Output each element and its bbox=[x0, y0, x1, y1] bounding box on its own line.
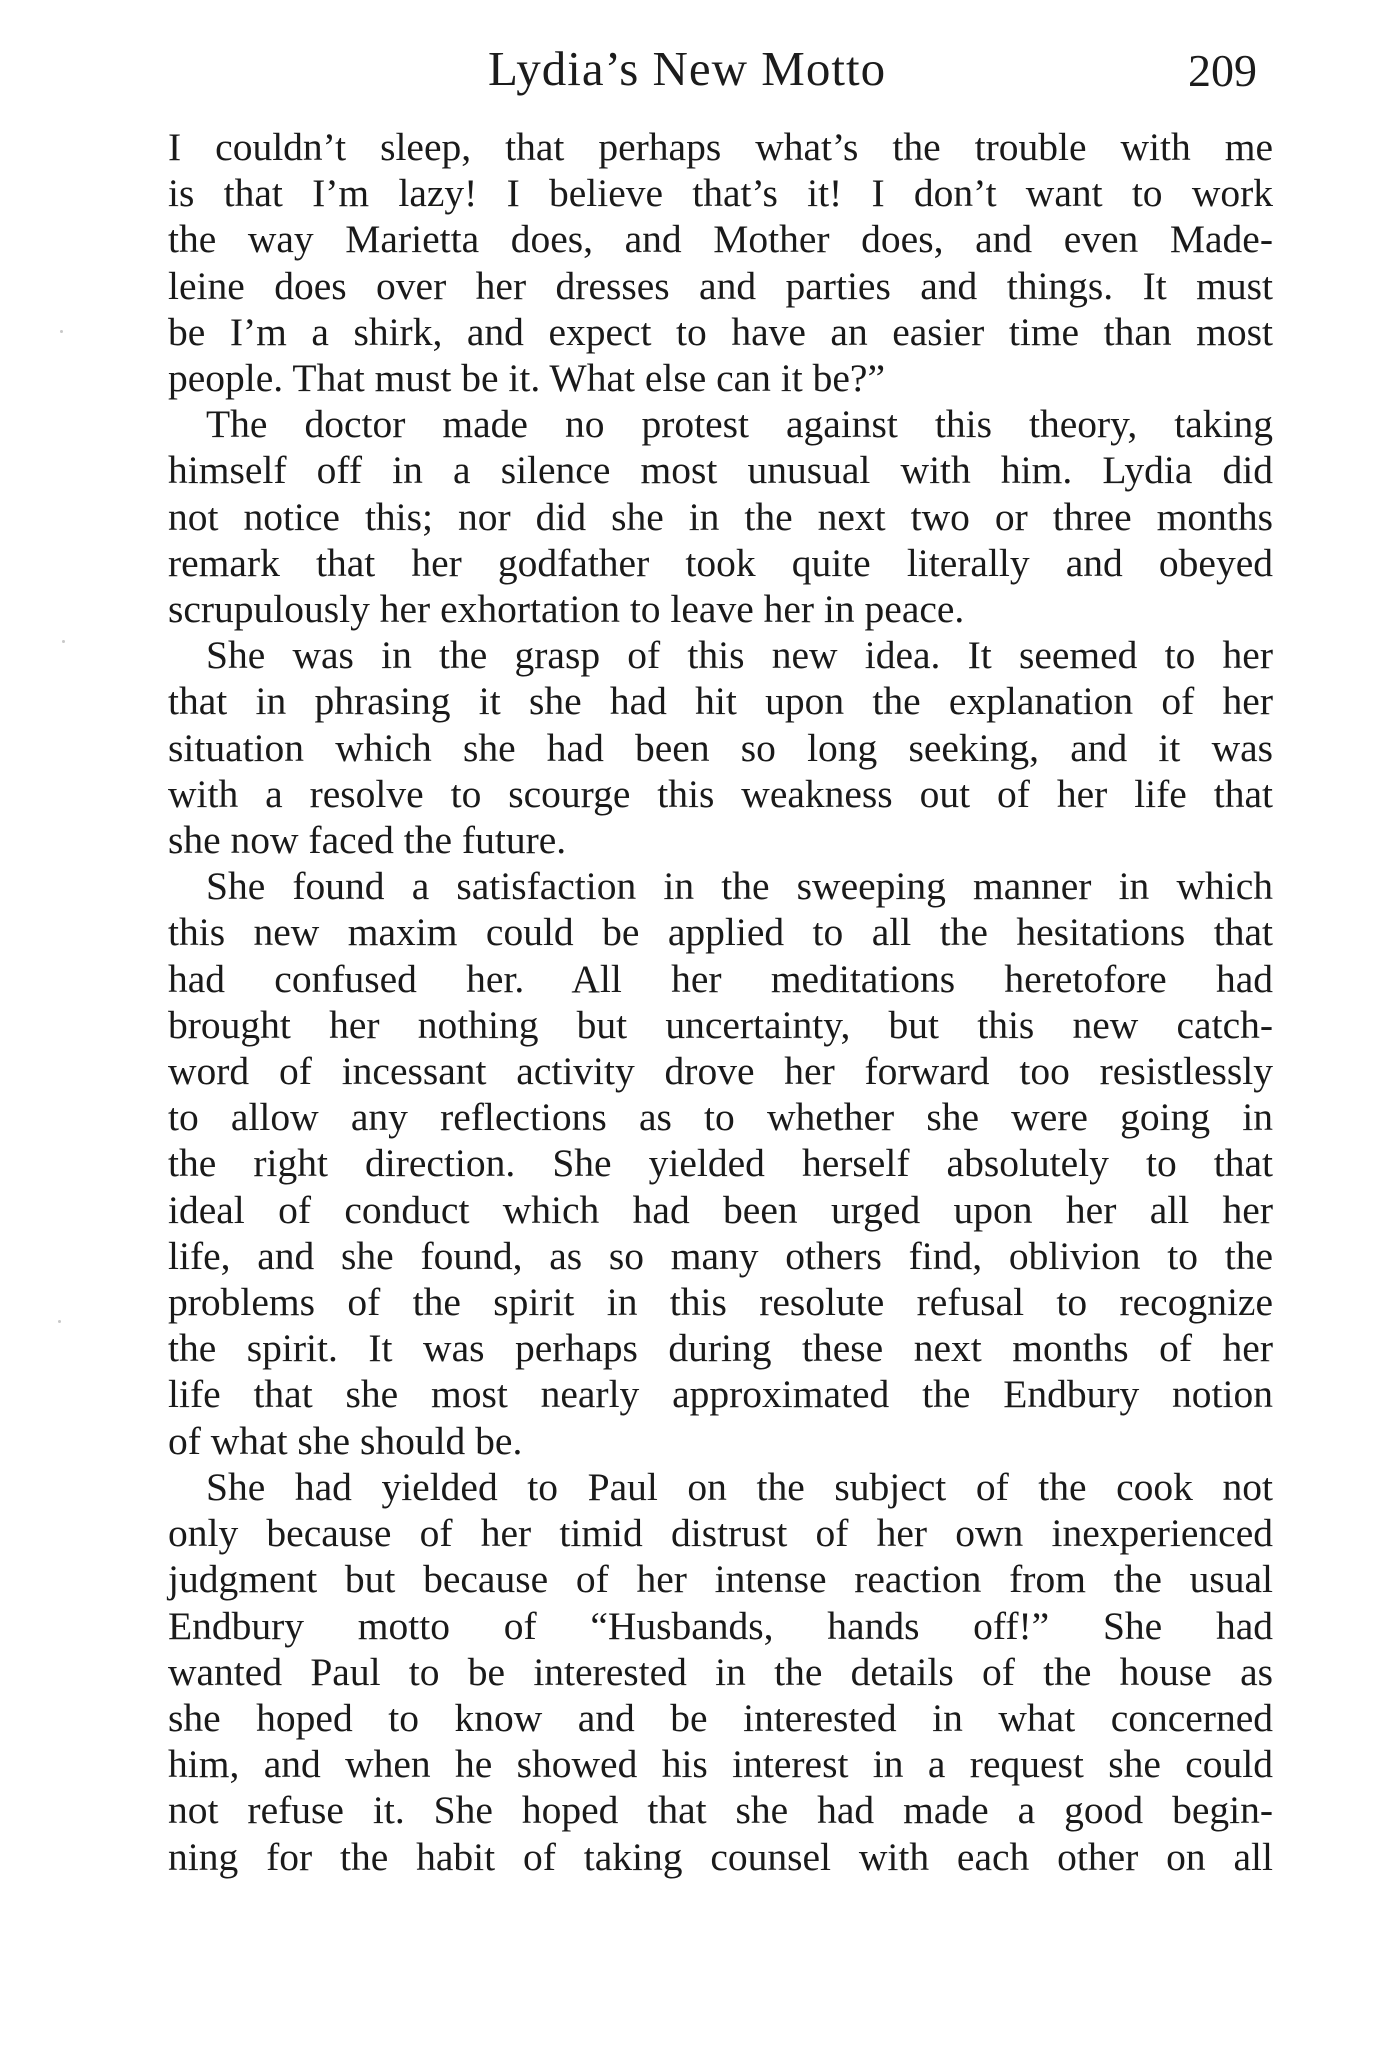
text-line: brought her nothing but uncertainty, but this new catch- bbox=[168, 1002, 1273, 1047]
text-line: this new maxim could be applied to all the hesitations that bbox=[168, 910, 1273, 955]
text-line: ideal of conduct which had been urged upon her all her bbox=[168, 1187, 1273, 1232]
text-line: people. That must be it. What else can it be?” bbox=[168, 356, 885, 401]
text-line: remark that her godfather took quite literally and obeyed bbox=[168, 540, 1273, 585]
text-line: scrupulously her exhortation to leave her in peace. bbox=[168, 587, 965, 632]
paragraph bbox=[168, 124, 1273, 401]
text-line: the way Marietta does, and Mother does, and even Made- bbox=[168, 217, 1273, 262]
text-line: himself off in a silence most unusual with him. Lydia did bbox=[168, 448, 1273, 493]
text-line: She found a satisfaction in the sweeping manner in which bbox=[206, 864, 1273, 909]
paragraph bbox=[168, 863, 1273, 1464]
paragraph bbox=[168, 632, 1273, 863]
text-line: problems of the spirit in this resolute refusal to recognize bbox=[168, 1280, 1273, 1325]
scan-speck bbox=[62, 640, 65, 643]
scan-speck bbox=[60, 330, 63, 333]
body-text bbox=[168, 124, 1273, 1880]
running-title: Lydia’s New Motto bbox=[488, 41, 887, 96]
text-line: she hoped to know and be interested in what concerned bbox=[168, 1695, 1273, 1740]
text-line: had confused her. All her meditations heretofore had bbox=[168, 956, 1273, 1001]
text-line: life, and she found, as so many others find, oblivion to the bbox=[168, 1233, 1273, 1278]
book-page bbox=[168, 40, 1273, 1880]
text-line: to allow any reflections as to whether she were going in bbox=[168, 1095, 1273, 1140]
paragraph bbox=[168, 401, 1273, 632]
text-line: with a resolve to scourge this weakness out of her life that bbox=[168, 771, 1273, 816]
text-line: The doctor made no protest against this theory, taking bbox=[206, 402, 1273, 447]
text-line: him, and when he showed his interest in a request she could bbox=[168, 1742, 1273, 1787]
text-line: situation which she had been so long seeking, and it was bbox=[168, 725, 1273, 770]
text-line: be I’m a shirk, and expect to have an easier time than most bbox=[168, 309, 1273, 354]
text-line: She had yielded to Paul on the subject of the cook not bbox=[206, 1464, 1273, 1509]
text-line: the spirit. It was perhaps during these next months of her bbox=[168, 1326, 1273, 1371]
text-line: wanted Paul to be interested in the details of the house as bbox=[168, 1649, 1273, 1694]
text-line: not notice this; nor did she in the next two or three months bbox=[168, 494, 1273, 539]
text-line: of what she should be. bbox=[168, 1418, 523, 1463]
page-number: 209 bbox=[1188, 45, 1257, 96]
text-line: I couldn’t sleep, that perhaps what’s the trouble with me bbox=[168, 125, 1273, 169]
text-line: She was in the grasp of this new idea. It seemed to her bbox=[206, 633, 1273, 678]
scan-speck bbox=[58, 1320, 61, 1323]
text-line: that in phrasing it she had hit upon the explanation of her bbox=[168, 679, 1273, 724]
text-line: only because of her timid distrust of her own inexperienced bbox=[168, 1511, 1273, 1556]
text-line: she now faced the future. bbox=[168, 818, 567, 863]
paragraph bbox=[168, 1464, 1273, 1880]
text-line: not refuse it. She hoped that she had made a good begin- bbox=[168, 1788, 1273, 1833]
text-line: the right direction. She yielded herself absolutely to that bbox=[168, 1141, 1273, 1186]
text-line: is that I’m lazy! I believe that’s it! I don’t want to work bbox=[168, 171, 1273, 216]
text-line: ning for the habit of taking counsel with each other on all bbox=[168, 1834, 1273, 1879]
text-line: word of incessant activity drove her forward too resistlessly bbox=[168, 1049, 1273, 1094]
text-line: life that she most nearly approximated the Endbury notion bbox=[168, 1372, 1273, 1417]
text-line: Endbury motto of “Husbands, hands off!” She had bbox=[168, 1603, 1273, 1648]
text-line: judgment but because of her intense reaction from the usual bbox=[168, 1557, 1273, 1602]
text-line: leine does over her dresses and parties and things. It must bbox=[168, 263, 1273, 308]
page-header bbox=[168, 40, 1273, 102]
